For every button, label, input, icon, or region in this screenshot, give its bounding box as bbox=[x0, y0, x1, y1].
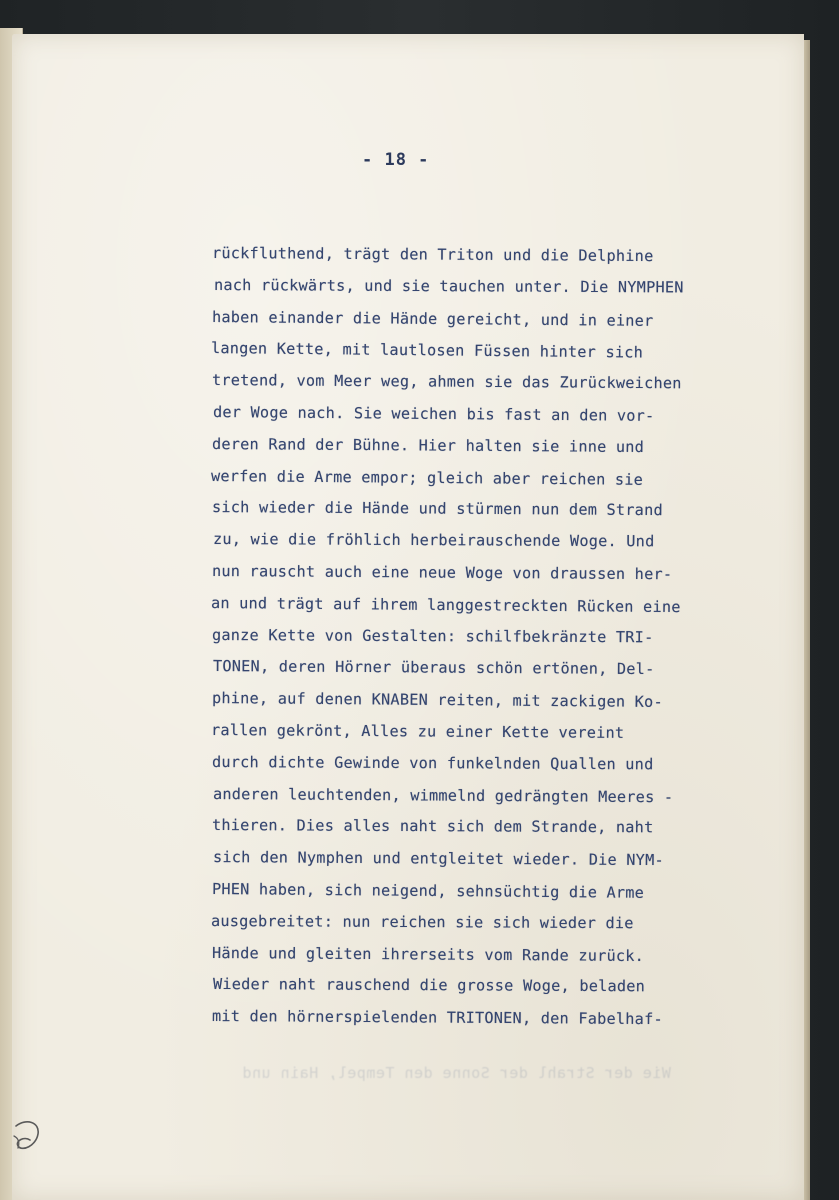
text-line: rückfluthend, trägt den Triton und die Delphine bbox=[211, 244, 654, 266]
text-line: durch dichte Gewinde von funkelnden Quallen und bbox=[211, 752, 654, 774]
text-line: tretend, vom Meer weg, ahmen sie das Zurückweichen bbox=[211, 371, 682, 393]
text-line: nach rückwärts, und sie tauchen unter. Die NYMPHEN bbox=[213, 275, 684, 297]
text-line: nun rauscht auch eine neue Woge von draussen her- bbox=[211, 561, 673, 584]
text-line: sich wieder die Hände und stürmen nun dem Strand bbox=[211, 498, 663, 520]
text-line: sich den Nymphen und entgleitet wieder. Die NYM- bbox=[212, 848, 664, 870]
page-number: - 18 - bbox=[362, 150, 430, 170]
text-line: zu, wie die fröhlich herbeirauschende Woge. Und bbox=[212, 530, 655, 551]
text-line: Wieder naht rauschend die grosse Woge, beladen bbox=[212, 975, 646, 996]
text-line: der Woge nach. Sie weichen bis fast an den vor- bbox=[212, 402, 655, 425]
text-line: mit den hörnerspielenden TRITONEN, den Fabelhaf- bbox=[211, 1007, 663, 1029]
body-text bbox=[212, 238, 712, 1033]
text-line: phine, auf denen KNABEN reiten, mit zackigen Ko- bbox=[211, 689, 663, 712]
text-line: haben einander die Hände gereicht, und in einer bbox=[211, 307, 654, 330]
pencil-mark-icon bbox=[12, 1116, 48, 1160]
text-line: TONEN, deren Hörner überaus schön ertönen, Del- bbox=[212, 657, 655, 679]
typewritten-page bbox=[12, 34, 804, 1200]
text-line: an und trägt auf ihrem langgestreckten Rücken eine bbox=[210, 593, 681, 616]
text-line: rallen gekrönt, Alles zu einer Kette vereint bbox=[210, 720, 625, 742]
text-line: deren Rand der Bühne. Hier halten sie inne und bbox=[211, 434, 645, 456]
text-line: Hände und gleiten ihrerseits vom Rande zurück. bbox=[211, 943, 645, 965]
text-line: ganze Kette von Gestalten: schilfbekränzte TRI- bbox=[211, 625, 654, 646]
text-line: thieren. Dies alles naht sich dem Strande, naht bbox=[211, 816, 654, 837]
text-line: langen Kette, mit lautlosen Füssen hinter sich bbox=[210, 339, 644, 362]
text-line: ausgebreitet: nun reichen sie sich wieder die bbox=[210, 911, 634, 932]
text-line: anderen leuchtenden, wimmelnd gedrängten Meeres - bbox=[212, 784, 674, 806]
text-line: werfen die Arme empor; gleich aber reichen sie bbox=[210, 466, 644, 489]
bleed-through-text: Wie der Strahl der Sonne den Tempel, Hain und bbox=[242, 1064, 671, 1082]
text-line: PHEN haben, sich neigend, sehnsüchtig die Arme bbox=[211, 879, 645, 902]
